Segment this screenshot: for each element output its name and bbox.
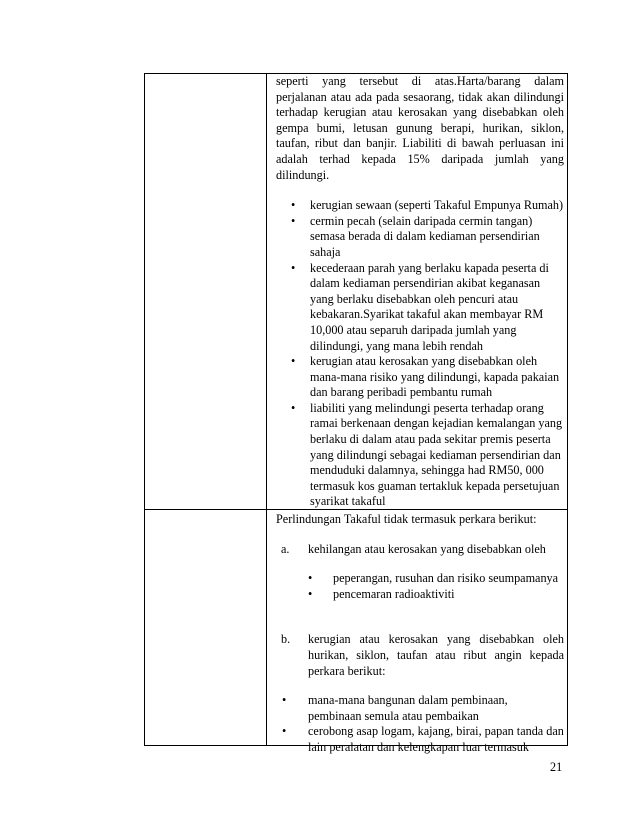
item-text: kehilangan atau kerosakan yang disebabkan oleh — [308, 541, 546, 556]
list-item: • kerugian sewaan (seperti Takaful Empunya Rumah) — [291, 198, 564, 213]
item-a-bullet-list — [276, 571, 564, 602]
bullet-icon: • — [291, 354, 296, 369]
list-item: • liabiliti yang melindungi peserta terhadap orang ramai berkenaan dengan kejadian kemalangan yang berlaku di dalam atau pada sekitar premis peserta yang dilindungi sebagai kediaman persendirian dan menduduki dalamnya, sehingga had RM50, 000 termasuk kos guaman tertakluk kepada persetujuan syarikat takaful — [291, 400, 563, 509]
row2-content-cell — [276, 512, 564, 756]
bullet-icon: • — [282, 693, 287, 708]
list-item: • mana-mana bangunan dalam pembinaan, pembinaan semula atau pembaikan — [282, 693, 508, 723]
row2-heading: Perlindungan Takaful tidak termasuk perkara berikut: — [276, 512, 537, 526]
bullet-icon: • — [291, 400, 296, 415]
bullet-icon: • — [308, 586, 313, 601]
list-item: • peperangan, rusuhan dan risiko seumpamanya — [308, 571, 559, 586]
list-item: • pencemaran radioaktiviti — [308, 586, 455, 601]
row1-paragraph: seperti yang tersebut di atas.Harta/barang dalam perjalanan atau ada pada sesaorang, tidak akan dilindungi terhadap kerugian atau kerosakan yang disebabkan oleh gempa bumi, letusan gunung berapi, hurikan, siklon, taufan, ribut dan banjir. Liabiliti di bawah perluasan ini adalah terhad kepada 15% daripada jumlah yang dilindungi. — [276, 74, 564, 182]
bullet-icon: • — [291, 213, 296, 228]
table-column-divider — [266, 73, 267, 746]
list-item: • cerobong asap logam, kajang, birai, papan tanda dan lain peralatan dan kelengkapan luar termasuk — [282, 724, 564, 754]
bullet-icon: • — [282, 724, 287, 739]
row1-bullet-list — [276, 198, 564, 510]
row1-content-cell — [276, 74, 564, 510]
exclusion-item-b — [276, 632, 564, 679]
list-item: • kecederaan parah yang berlaku kapada peserta di dalam kediaman persendirian akibat keganasan yang berlaku disebabkan oleh pencuri atau kebakaran.Syarikat takaful akan membayar RM 10,000 atau separuh daripada jumlah yang dilindungi, yang mana lebih rendah — [291, 260, 549, 353]
bullet-icon: • — [308, 571, 313, 586]
item-text: kerugian atau kerosakan yang disebabkan oleh hurikan, siklon, taufan atau ribut angin kepada perkara berikut: — [308, 632, 564, 678]
bullet-icon: • — [291, 198, 296, 213]
bullet-icon: • — [291, 260, 296, 275]
page-number: 21 — [550, 760, 563, 774]
item-label: a. — [281, 541, 290, 556]
list-item: • cermin pecah (selain daripada cermin tangan) semasa berada di dalam kediaman persendirian sahaja — [291, 213, 540, 259]
exclusion-item-a — [276, 542, 564, 558]
item-b-bullet-list — [276, 693, 564, 755]
item-label: b. — [281, 632, 291, 647]
list-item: • kerugian atau kerosakan yang disebabkan oleh mana-mana risiko yang dilindungi, kapada pakaian dan barang peribadi pembantu rumah — [291, 354, 560, 400]
